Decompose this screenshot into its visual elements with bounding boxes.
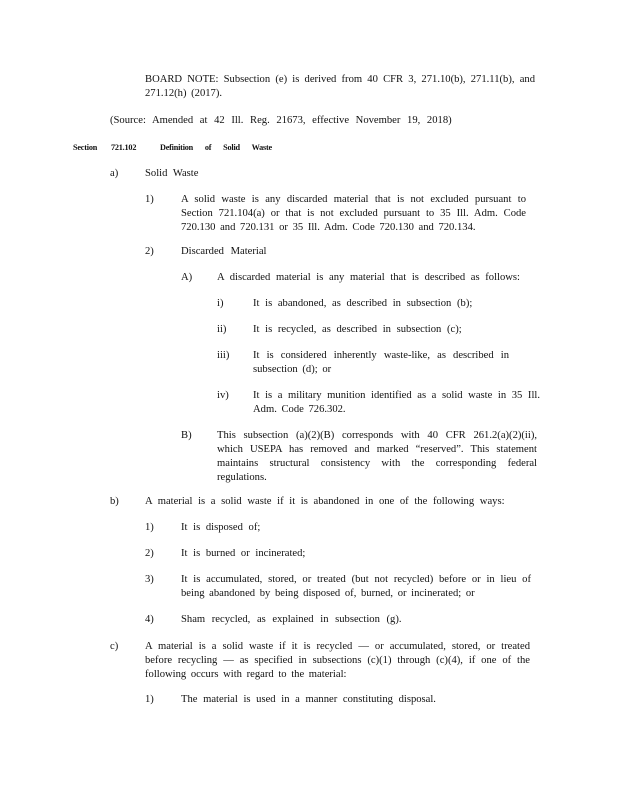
subsection-c-text: A material is a solid waste if it is recycled — or accumulated, stored, or treated before recycling — as specified in subsections (c)(1) through (c)(4), if one of the following occurs with regard to the material: <box>145 641 530 680</box>
a2Aii-label: ii) <box>217 324 227 335</box>
b4-text: Sham recycled, as explained in subsection (g). <box>181 614 402 625</box>
section-word: Section <box>73 143 98 152</box>
b2-text: It is burned or incinerated; <box>181 548 306 559</box>
a2Aiii-label: iii) <box>217 350 230 361</box>
b3-text: It is accumulated, stored, or treated (but not recycled) before or in lieu of being abandoned by being disposed of, burned, or incinerated; or <box>181 574 531 599</box>
subsection-a-heading: Solid Waste <box>145 168 199 179</box>
a2B-text: This subsection (a)(2)(B) corresponds with 40 CFR 261.2(a)(2)(ii), which USEPA has removed and marked “reserved”. This statement maintains structural consistency with the corresponding federal regulations. <box>217 430 537 483</box>
b3-label: 3) <box>145 574 154 585</box>
section-number: 721.102 <box>111 143 137 152</box>
a2Aiii-text: It is considered inherently waste-like, as described in subsection (d); or <box>253 350 509 375</box>
b1-text: It is disposed of; <box>181 522 261 533</box>
subsection-c-label: c) <box>110 641 119 652</box>
a1-text: A solid waste is any discarded material that is not excluded pursuant to Section 721.104(a) or that is not excluded pursuant to 35 Ill. Adm. Code 720.130 and 720.131 or 35 Ill. Adm. Code 720.130 and 720.134. <box>181 194 526 233</box>
b1-label: 1) <box>145 522 154 533</box>
subsection-b-text: A material is a solid waste if it is abandoned in one of the following ways: <box>145 496 505 507</box>
a2A-label: A) <box>181 272 193 283</box>
a2B-label: B) <box>181 430 192 441</box>
source-note: (Source: Amended at 42 Ill. Reg. 21673, effective November 19, 2018) <box>110 115 452 126</box>
board-note: BOARD NOTE: Subsection (e) is derived from 40 CFR 3, 271.10(b), 271.11(b), and 271.12(h) (2017). <box>145 74 535 99</box>
a2Ai-label: i) <box>217 298 224 309</box>
a2Aii-text: It is recycled, as described in subsection (c); <box>253 324 462 335</box>
a1-label: 1) <box>145 194 154 205</box>
c1-label: 1) <box>145 694 154 705</box>
section-title: Definition of Solid Waste <box>160 143 272 152</box>
a2Aiv-text: It is a military munition identified as a solid waste in 35 Ill. Adm. Code 726.302. <box>253 390 540 415</box>
a2Aiv-label: iv) <box>217 390 229 401</box>
a2Ai-text: It is abandoned, as described in subsection (b); <box>253 298 473 309</box>
a2A-text: A discarded material is any material that is described as follows: <box>217 272 521 283</box>
c1-text: The material is used in a manner constituting disposal. <box>181 694 436 705</box>
subsection-b-label: b) <box>110 496 119 507</box>
a2-text: Discarded Material <box>181 246 267 257</box>
a2-label: 2) <box>145 246 154 257</box>
b4-label: 4) <box>145 614 154 625</box>
b2-label: 2) <box>145 548 154 559</box>
subsection-a-label: a) <box>110 168 119 179</box>
